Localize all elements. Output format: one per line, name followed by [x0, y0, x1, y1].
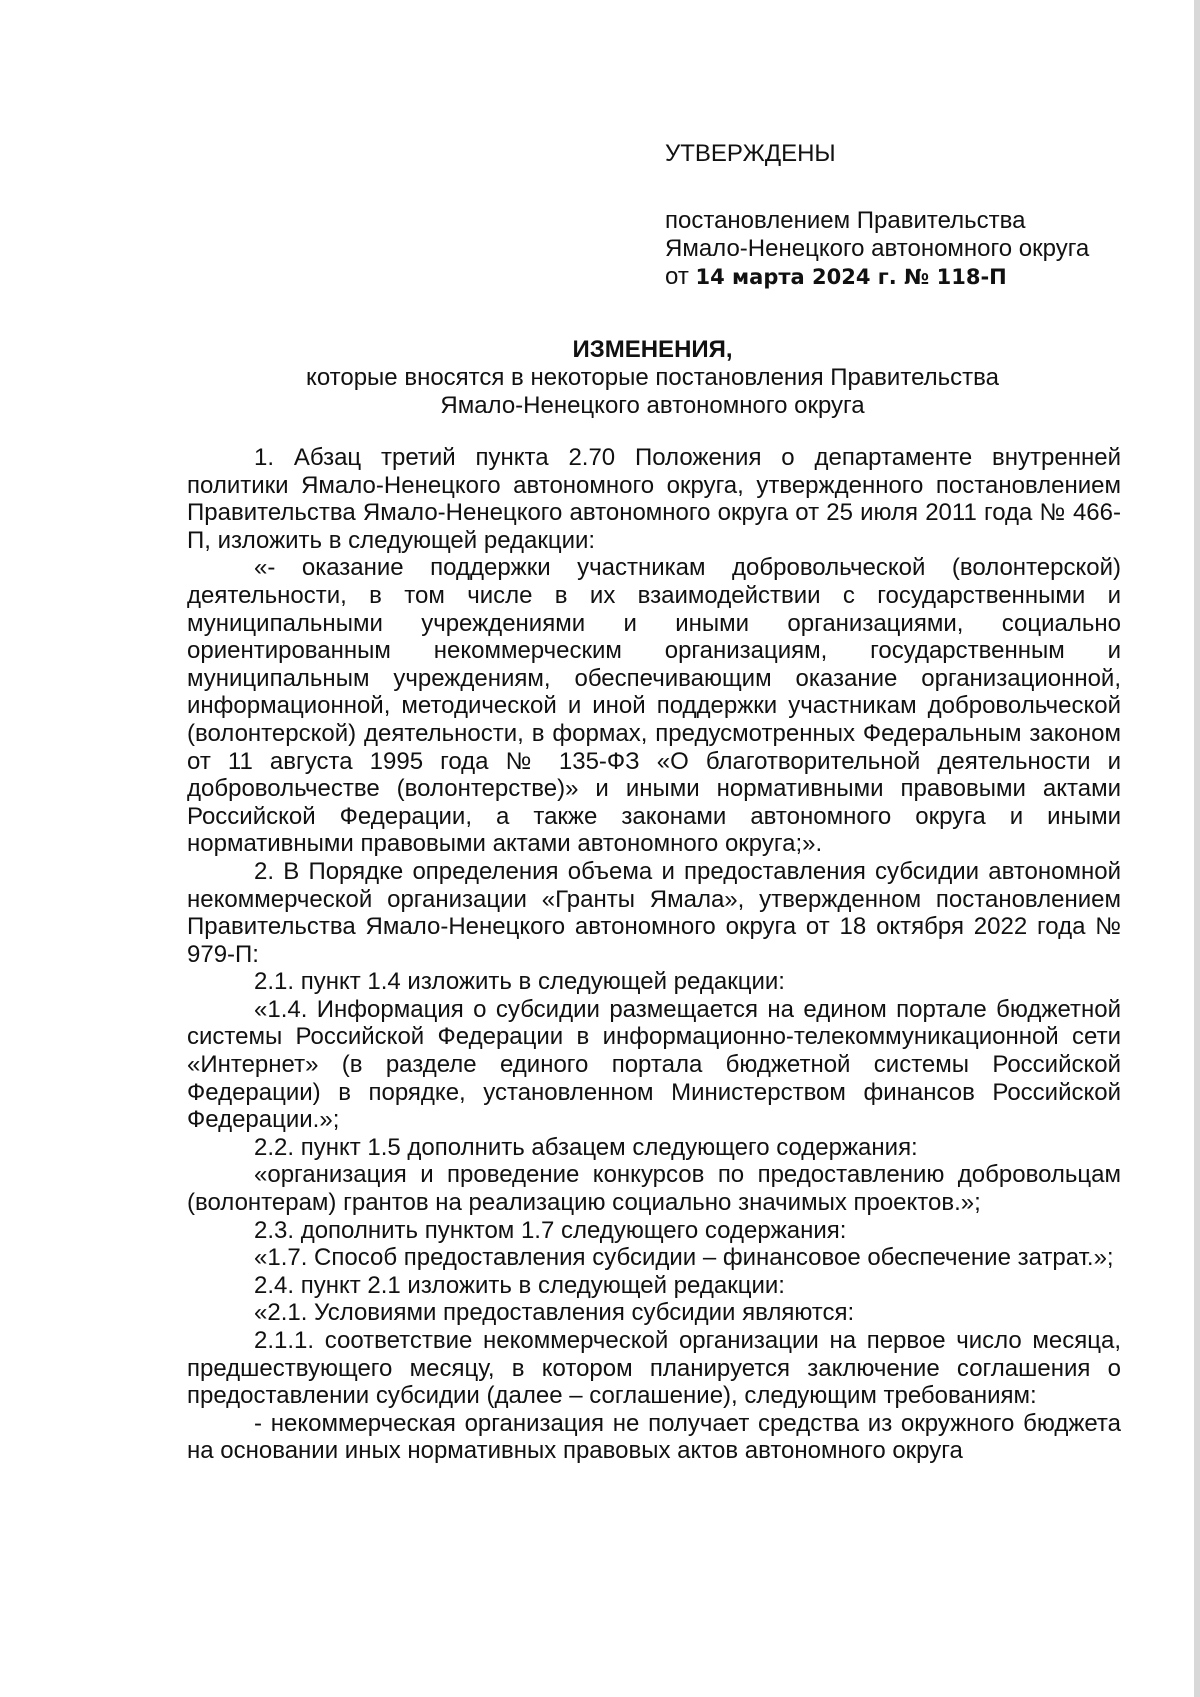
approval-stamp [665, 140, 1135, 291]
paragraph-2-1-quote: «1.4. Информация о субсидии размещается на едином портале бюджетной системы Российской Федерации в информационно-телекоммуникационной сети «Интернет» (в разделе единого портала бюджетной системы Российской Федерации) в порядке, установленном Министерством финансов Российской Федерации.»; [187, 995, 1121, 1134]
paragraph-2-4-quote: «2.1. Условиями предоставления субсидии являются: [254, 1299, 855, 1327]
approval-line-2: Ямало-Ненецкого автономного округа [665, 235, 1090, 262]
paragraph-1: 1. Абзац третий пункта 2.70 Положения о департаменте внутренней политики Ямало-Ненецкого автономного округа, утвержденного постановлением Правительства Ямало-Ненецкого автономного округа от 25 июля 2011 года № 466-П, изложить в следующей редакции: [187, 444, 1121, 554]
approval-date-value: 14 марта 2024 г. № 118-П [695, 265, 1007, 289]
document-body [187, 444, 1121, 1465]
paragraph-requirement: - некоммерческая организация не получает средства из окружного бюджета на основании иных нормативных правовых актов автономного округа [187, 1409, 1121, 1465]
document-subtitle-line-1: которые вносятся в некоторые постановления Правительства [306, 364, 999, 391]
paragraph-2-1: 2.1. пункт 1.4 изложить в следующей редакции: [254, 968, 785, 996]
page-edge-shadow [1194, 0, 1200, 1697]
paragraph-2-2: 2.2. пункт 1.5 дополнить абзацем следующего содержания: [254, 1133, 918, 1161]
document-title-block [185, 336, 1120, 420]
approval-heading: УТВЕРЖДЕНЫ [665, 140, 836, 167]
document-title: ИЗМЕНЕНИЯ, [572, 336, 733, 363]
approval-date-line [665, 263, 1135, 291]
paragraph-2-1-1: 2.1.1. соответствие некоммерческой организации на первое число месяца, предшествующего месяцу, в котором планируется заключение соглашения о предоставлении субсидии (далее – соглашение), следующим требованиям: [187, 1327, 1121, 1410]
approval-date-prefix: от [665, 263, 696, 290]
paragraph-2-2-quote: «организация и проведение конкурсов по предоставлению добровольцам (волонтерам) грантов на реализацию социально значимых проектов.»; [187, 1161, 1121, 1217]
approval-line-1: постановлением Правительства [665, 207, 1026, 234]
paragraph-2-4: 2.4. пункт 2.1 изложить в следующей редакции: [254, 1271, 785, 1299]
document-subtitle-line-2: Ямало-Ненецкого автономного округа [440, 392, 865, 419]
paragraph-2-3: 2.3. дополнить пунктом 1.7 следующего содержания: [254, 1216, 847, 1244]
paragraph-1-quote: «- оказание поддержки участникам добровольческой (волонтерской) деятельности, в том числе в их взаимодействии с государственными и муниципальными учреждениями и иными организациями, социально ориентированным некоммерческим организациям, государственным и муниципальным учреждениям, обеспечивающим оказание организационной, информационной, методической и иной поддержки участникам добровольческой (волонтерской) деятельности, в формах, предусмотренных Федеральным законом от 11 августа 1995 года № 135-ФЗ «О благотворительной деятельности и добровольчестве (волонтерстве)» и иными нормативными правовыми актами Российской Федерации, а также законами автономного округа и иными нормативными правовыми актами автономного округа;». [187, 554, 1121, 858]
paragraph-2-3-quote: «1.7. Способ предоставления субсидии – финансовое обеспечение затрат.»; [254, 1244, 1114, 1272]
paragraph-2: 2. В Порядке определения объема и предоставления субсидии автономной некоммерческой организации «Гранты Ямала», утвержденном постановлением Правительства Ямало-Ненецкого автономного округа от 18 октября 2022 года № 979-П: [187, 857, 1121, 968]
